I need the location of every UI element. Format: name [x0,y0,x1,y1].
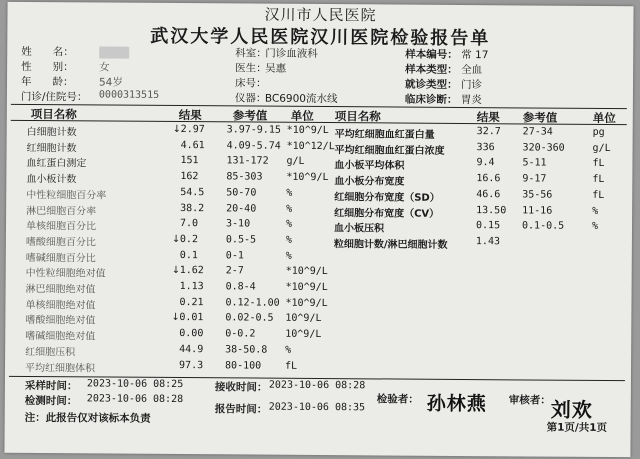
left-row-unit: *10^9/L [285,297,328,309]
left-row-range: 4.09-5.74 [226,140,281,152]
bed-label: 床号： [234,77,267,90]
right-row-unit: % [592,205,599,217]
left-row-name: 嗜酸细胞百分比 [25,236,96,249]
dept-value: 门诊血液科 [265,47,318,60]
left-row-flag-icon: ↓ [172,123,182,136]
diagnosis-label: 临床诊断： [404,93,458,106]
sample-type-label: 样本类型： [405,63,458,76]
left-row-name: 白细胞计数 [26,126,77,139]
right-row-result: 16.6 [476,173,501,185]
right-row-name: 红细胞分布宽度（CV） [334,207,440,220]
right-row-name: 平均红细胞血红蛋白量 [334,129,435,141]
left-row-unit: *10^9/L [285,281,328,294]
left-row-unit: *10^9/L [286,124,329,137]
right-row-range: 9-17 [522,173,547,185]
right-row-result: 32.7 [476,126,501,138]
left-row-result: 38.2 [180,202,205,214]
left-row-result: 44.9 [179,343,204,355]
left-row-range: 3-10 [225,218,251,230]
diagnosis-value: 胃炎 [460,93,482,107]
col-unit-left: 单位 [290,108,314,123]
left-row-name: 中性粒细胞绝对值 [25,268,106,280]
col-result-left: 结果 [178,108,202,123]
name-label: 姓 名： [21,45,74,59]
left-row-unit: 10^9/L [285,313,322,325]
left-row-name: 嗜酸细胞绝对值 [25,315,96,327]
tester-label: 检验者： [376,393,419,406]
left-row-flag-icon: ↓ [171,233,181,245]
left-row-range: 80-100 [225,359,262,372]
left-row-result: 151 [180,155,199,167]
right-row-name: 血小板分布宽度 [334,176,405,188]
col-result-right: 结果 [476,110,500,125]
right-row-name: 粒细胞计数/淋巴细胞计数 [333,238,448,251]
disclaimer-note: 注：此报告仅对该标本负责 [24,411,151,425]
right-row-result: 46.6 [476,188,501,201]
report-title: 武汉大学人民医院汉川医院检验报告单 [150,25,491,50]
doctor-value: 吴惠 [265,62,287,75]
right-row-range: 35-56 [522,189,553,201]
right-row-range: 5-11 [522,157,547,169]
left-row-result: 7.0 [179,218,199,230]
sample-no-label: 样本编号： [405,48,458,61]
left-row-result: 1.13 [179,281,204,293]
visit-type-value: 门诊 [460,78,483,92]
right-row-unit: fL [592,174,605,186]
left-row-range: 0.02-0.5 [225,312,274,325]
right-row-result: 336 [476,141,495,153]
left-row-result: 97.3 [179,359,204,371]
gender-label: 性 别： [21,60,74,74]
right-row-range: 27-34 [522,126,553,138]
col-item-left: 项目名称 [30,106,77,122]
left-row-result: 162 [180,171,199,183]
right-row-unit: % [591,221,599,233]
left-row-result: 2.97 [180,124,205,136]
doctor-label: 医生： [235,62,267,75]
left-row-result: 0.21 [179,296,204,308]
left-row-name: 血红蛋白测定 [26,158,87,170]
left-row-range: 0-1 [225,249,244,262]
instrument-label: 仪器： [234,92,267,105]
test-time-value: 2023-10-06 08:28 [86,393,184,406]
tester-signature: 孙林燕 [426,392,487,416]
left-row-flag-icon: ↓ [171,312,180,324]
right-row-name: 平均红细胞血红蛋白浓度 [334,144,445,157]
left-row-name: 中性粒细胞百分率 [26,189,107,202]
left-row-range: 131-172 [226,155,269,168]
left-row-name: 嗜碱细胞绝对值 [25,331,96,343]
id-label: 门诊/住院号： [20,90,88,104]
left-row-unit: *10^9/L [286,171,329,184]
left-row-unit: % [285,250,292,262]
left-row-range: 85-303 [226,171,263,183]
left-row-unit: % [286,187,293,199]
right-row-range: 320-360 [522,142,565,154]
lab-report-sheet [4,2,633,457]
left-row-result: 1.62 [179,265,204,277]
left-row-unit: % [285,344,292,356]
left-row-unit: g/L [286,156,305,168]
left-row-name: 单核细胞绝对值 [25,299,96,312]
left-row-unit: fL [285,360,298,372]
left-row-name: 淋巴细胞绝对值 [25,283,96,296]
reviewer-signature: 刘欢 [550,397,593,422]
left-row-result: 0.1 [179,249,198,261]
col-range-left: 参考值 [232,108,268,123]
left-row-unit: % [286,203,293,215]
left-row-unit: *10^9/L [285,266,328,278]
receive-time-value: 2023-10-06 08:28 [268,379,366,392]
left-row-range: 0.8-4 [225,281,256,293]
gender-value: 女 [99,61,110,74]
report-time-label: 报告时间： [214,403,268,416]
sample-no-value: 常 17 [461,48,489,62]
left-row-name: 红细胞压积 [25,346,76,359]
left-row-unit: % [285,218,293,230]
col-range-right: 参考值 [522,110,558,125]
page-indicator: 第1页/共1页 [546,421,608,435]
left-row-range: 20-40 [226,202,257,215]
left-row-flag-icon: ↓ [171,265,181,277]
left-row-range: 2-7 [225,265,244,277]
right-row-name: 红细胞分布宽度（SD） [334,191,440,204]
id-value: 0000313515 [98,89,160,101]
left-row-range: 0.5-5 [225,234,257,246]
visit-type-label: 就诊类型： [404,78,458,91]
left-row-name: 淋巴细胞百分率 [26,205,97,217]
left-row-name: 单核细胞百分比 [25,221,97,233]
left-row-unit: 10^9/L [285,328,322,341]
report-time-value: 2023-10-06 08:35 [268,401,366,414]
left-row-unit: % [285,234,292,246]
receive-time-label: 接收时间： [214,381,268,394]
right-row-unit: g/L [592,142,611,154]
right-row-name: 血小板平均体积 [334,160,405,172]
age-label: 年 龄： [20,75,74,89]
left-row-name: 血小板计数 [26,174,77,186]
left-row-result: 4.61 [180,139,205,151]
left-row-name: 红细胞计数 [26,142,77,154]
left-row-result: 0.00 [179,328,204,340]
collect-time-label: 采样时间： [24,379,78,393]
col-item-right: 项目名称 [334,109,381,124]
instrument-value: BC6900流水线 [264,92,338,106]
left-row-result: 0.01 [179,312,204,324]
right-row-unit: fL [592,189,605,201]
col-unit-right: 单位 [592,110,616,126]
test-time-label: 检测时间： [24,394,78,408]
left-row-range: 0.12-1.00 [225,297,280,309]
left-row-result: 54.5 [180,186,205,198]
left-row-range: 50-70 [226,187,257,199]
left-row-result: 0.2 [179,233,199,246]
age-value: 54岁 [98,76,123,89]
right-row-name: 血小板压积 [333,223,385,235]
left-row-range: 0-0.2 [225,328,256,340]
redacted-name [99,46,129,58]
left-row-unit: *10^12/L [286,140,335,152]
right-row-result: 9.4 [476,157,495,169]
left-row-name: 嗜碱细胞百分比 [25,252,96,265]
right-row-range: 0.1-0.5 [521,220,565,232]
right-row-result: 0.15 [475,220,501,232]
right-row-range: 11-16 [522,204,553,217]
right-row-result: 1.43 [475,235,501,248]
right-row-result: 13.50 [476,204,507,216]
left-row-range: 3.97-9.15 [226,124,281,136]
right-row-unit: pg [592,126,605,138]
hospital-name: 汉川市人民医院 [264,5,377,25]
sample-type-value: 全血 [461,63,483,77]
left-row-range: 38-50.8 [225,344,268,356]
left-row-name: 平均红细胞体积 [24,362,96,374]
collect-time-value: 2023-10-06 08:25 [86,378,184,391]
reviewer-label: 审核者： [508,394,551,407]
right-row-unit: fL [592,158,605,170]
dept-label: 科室： [235,47,267,60]
